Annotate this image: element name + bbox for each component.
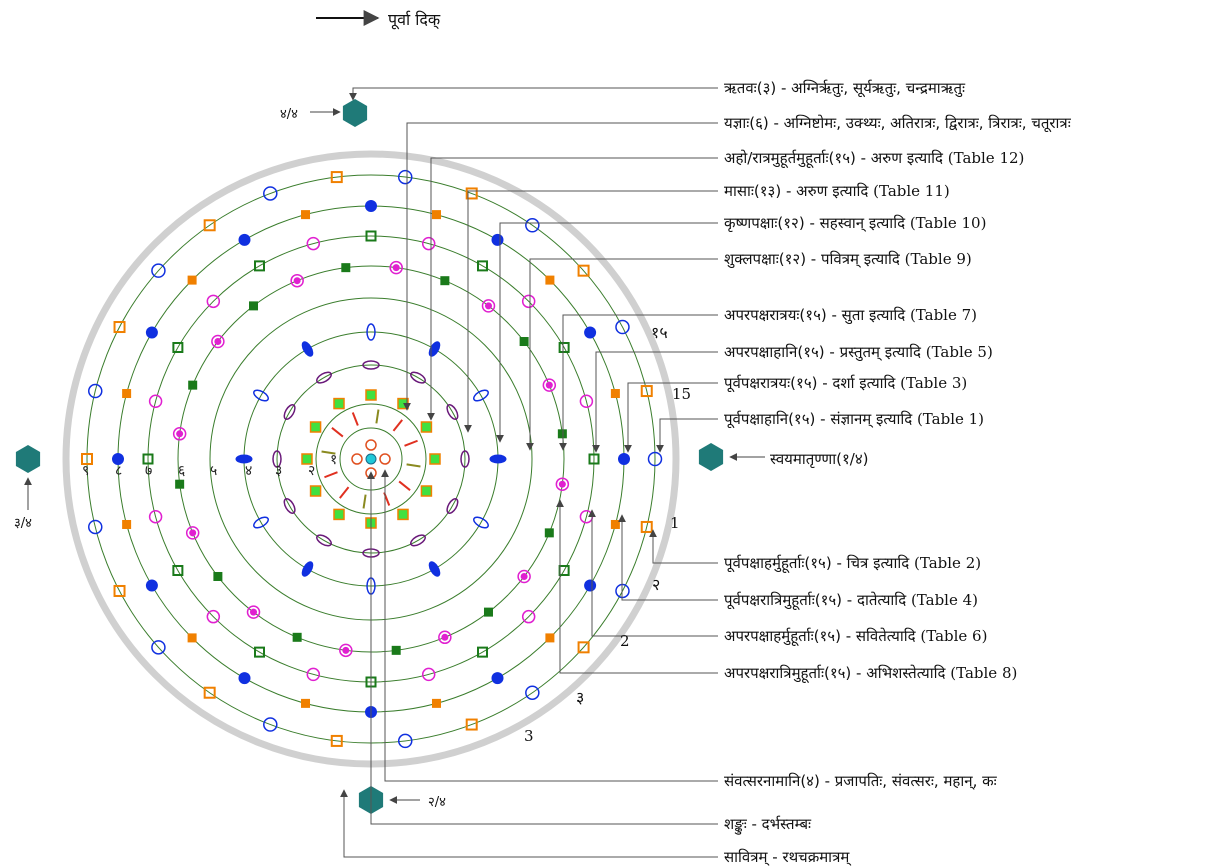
orange-brick-icon (188, 633, 197, 642)
season-tick (376, 410, 378, 424)
green-brick-icon (175, 480, 184, 489)
legend-item-table: (Table 4) (906, 591, 979, 609)
direction-label: पूर्वा दिक् (388, 10, 441, 29)
blue-dot-brick-icon (584, 327, 596, 339)
lime-brick-icon (421, 486, 431, 496)
legend-item (724, 114, 1072, 133)
green-brick-icon (213, 572, 222, 581)
green-brick-icon (440, 276, 449, 285)
legend-item-text: पूर्वपक्षरात्रिमुहूर्ताः(१५) - दातेत्यादि (724, 591, 907, 609)
green-brick-icon (249, 301, 258, 310)
orange-brick-icon (432, 210, 441, 219)
lime-brick-icon (366, 390, 376, 400)
quarter-label-left: ३/४ (14, 516, 32, 531)
blue-dot-brick-icon (146, 580, 158, 592)
season-tick (353, 412, 358, 425)
legend-item (724, 343, 993, 362)
green-brick-icon (188, 381, 197, 390)
legend-item (724, 149, 1024, 169)
quarter-label-bottom: २/४ (428, 795, 446, 810)
magenta-brick-dot-icon (559, 481, 566, 488)
index-label: 3 (524, 727, 534, 745)
quarter-label-right: स्वयमातृण्णा(१/४) (770, 450, 869, 468)
index-label: २ (652, 575, 661, 594)
hexagon-top-icon (343, 99, 367, 127)
legend-item (724, 214, 986, 233)
legend-item-table: (Table 3) (895, 374, 968, 392)
season-tick (405, 441, 418, 446)
legend-item-text: पूर्वपक्षाहर्मुहूर्ताः(१५) - चित्र इत्यादि (724, 554, 910, 572)
legend-item (724, 306, 977, 325)
blue-dot-brick-icon (239, 234, 251, 246)
blue-dot-brick-icon (492, 672, 504, 684)
lime-brick-icon (430, 454, 440, 464)
legend-item-table: (Table 2) (909, 554, 982, 572)
blue-dot-brick-icon (492, 234, 504, 246)
ring-number: ६ (178, 463, 186, 479)
quarter-markers (14, 99, 869, 814)
legend-item-text: अपरपक्षाहर्मुहूर्ताः(१५) - सवितेत्यादि (724, 627, 916, 645)
legend-item-table: (Table 7) (905, 306, 978, 324)
ring-number: ५ (210, 463, 218, 479)
blue-brick-icon (490, 455, 506, 463)
lime-brick-icon (334, 399, 344, 409)
lime-brick-icon (421, 422, 431, 432)
legend-item-text: ऋतवः(३) - अग्निरृतुः, सूर्यऋतुः, चन्द्रमाऋतुः (724, 79, 966, 97)
legend-item-text: संवत्सरनामानि(४) - प्रजापतिः, संवत्सरः, महान्, कः (724, 772, 997, 790)
magenta-brick-dot-icon (189, 529, 196, 536)
legend-item-text: पूर्वपक्षाहानि(१५) - संज्ञानम् इत्यादि (724, 410, 913, 428)
legend-list (724, 79, 1072, 866)
orange-brick-icon (545, 633, 554, 642)
legend-item-text: अपरपक्षरात्रिमुहूर्ताः(१५) - अभिशस्तेत्यादि (724, 664, 946, 682)
legend-item-text: अपरपक्षाहानि(१५) - प्रस्तुतम् इत्यादि (724, 343, 921, 361)
blue-dot-brick-icon (146, 327, 158, 339)
season-tick (407, 464, 421, 466)
season-tick (393, 420, 402, 431)
ring-number: ७ (145, 463, 153, 479)
magenta-brick-dot-icon (214, 338, 221, 345)
legend-item-text: सावित्रम् - रथचक्रमात्रम् (724, 848, 850, 866)
orange-brick-icon (188, 276, 197, 285)
legend-item (724, 772, 998, 790)
orange-brick-icon (122, 389, 131, 398)
magenta-brick-dot-icon (485, 302, 492, 309)
orange-brick-icon (545, 276, 554, 285)
index-label: 1 (670, 514, 680, 532)
magenta-brick-dot-icon (441, 634, 448, 641)
legend-item-table: (Table 10) (905, 214, 987, 232)
magenta-brick-dot-icon (342, 647, 349, 654)
leader-line (353, 88, 718, 100)
green-brick-icon (545, 528, 554, 537)
ring-number: ८ (115, 463, 123, 479)
leader-line (596, 352, 718, 452)
legend-item-table: (Table 12) (943, 149, 1025, 167)
magenta-brick-dot-icon (294, 277, 301, 284)
blue-dot-brick-icon (584, 580, 596, 592)
orange-brick-icon (301, 699, 310, 708)
lime-brick-icon (398, 509, 408, 519)
orange-brick-icon (611, 520, 620, 529)
legend-item (724, 815, 812, 836)
season-tick (340, 487, 349, 498)
orange-brick-icon (122, 520, 131, 529)
center-point-icon (366, 454, 376, 464)
legend-item (724, 848, 851, 866)
blue-brick-icon (300, 560, 315, 578)
hexagon-left-icon (16, 445, 40, 473)
magenta-brick-dot-icon (176, 430, 183, 437)
blue-brick-icon (427, 340, 442, 358)
ring-number: ९ (82, 463, 90, 479)
legend-item-table: (Table 9) (899, 250, 972, 268)
legend-item-text: पूर्वपक्षरात्रयः(१५) - दर्शा इत्यादि (724, 374, 896, 392)
legend-item-table: (Table 11) (868, 182, 950, 200)
season-tick (399, 481, 410, 490)
legend-item (724, 591, 978, 611)
direction-indicator (316, 10, 441, 30)
center-circle-top-icon (366, 440, 376, 450)
magenta-brick-dot-icon (521, 573, 528, 580)
hexagon-right-icon (699, 443, 723, 471)
index-label: 2 (620, 632, 630, 650)
orange-brick-icon (301, 210, 310, 219)
lime-brick-icon (334, 509, 344, 519)
legend-item-table: (Table 5) (920, 343, 993, 361)
green-brick-icon (392, 646, 401, 655)
center-circle-left-icon (352, 454, 362, 464)
magenta-brick-dot-icon (250, 609, 257, 616)
legend-item (724, 664, 1017, 684)
magenta-brick-dot-icon (546, 382, 553, 389)
green-brick-icon (293, 633, 302, 642)
legend-item-text: अपरपक्षरात्रयः(१५) - सुता इत्यादि (724, 306, 906, 324)
center-circle-right-icon (380, 454, 390, 464)
lime-brick-icon (311, 486, 321, 496)
blue-dot-brick-icon (365, 200, 377, 212)
legend-item (724, 79, 966, 98)
legend-item (724, 250, 972, 269)
season-tick (364, 495, 366, 509)
legend-item (724, 554, 981, 574)
ring-number: ३ (275, 463, 283, 479)
index-label: ३ (576, 688, 585, 707)
legend-item-text: कृष्णपक्षाः(१२) - सहस्वान् इत्यादि (724, 214, 906, 232)
ring-number: ४ (245, 463, 253, 479)
legend-item-text: शुक्लपक्षाः(१२) - पवित्रम् इत्यादि (724, 250, 900, 268)
index-label: १५ (651, 323, 668, 342)
ring-number: २ (308, 463, 316, 479)
legend-item (724, 374, 967, 393)
lime-brick-icon (311, 422, 321, 432)
leader-line (500, 223, 718, 442)
green-brick-icon (558, 429, 567, 438)
legend-item-table: (Table 6) (915, 627, 988, 645)
legend-item-table: (Table 8) (945, 664, 1018, 682)
leader-line (431, 158, 718, 420)
ring-number: १ (330, 452, 338, 468)
blue-brick-icon (236, 455, 252, 463)
legend-item-text: मासाः(१३) - अरुण इत्यादि (724, 182, 869, 200)
legend-item-text: शङ्कुः - दर्भस्तम्बः (724, 815, 812, 833)
blue-brick-icon (427, 560, 442, 578)
orange-brick-icon (432, 699, 441, 708)
magenta-brick-dot-icon (393, 264, 400, 271)
blue-dot-brick-icon (618, 453, 630, 465)
green-brick-icon (520, 337, 529, 346)
legend-item (724, 410, 984, 429)
legend-item-table: (Table 1) (912, 410, 985, 428)
legend-item-text: यज्ञाः(६) - अग्निष्टोमः, उक्थ्यः, अतिरात्रः, द्विरात्रः, त्रिरात्रः, चतूरात्रः (724, 114, 1071, 132)
season-tick (324, 472, 337, 477)
green-brick-icon (484, 608, 493, 617)
orange-brick-icon (611, 389, 620, 398)
quarter-label-top: ४/४ (280, 107, 298, 122)
season-tick (332, 428, 343, 437)
blue-brick-icon (300, 340, 315, 358)
legend-item-text: अहो/रात्रमुहूर्तमुहूर्ताः(१५) - अरुण इत्यादि (724, 149, 943, 167)
index-label: 15 (672, 385, 692, 403)
green-brick-icon (341, 263, 350, 272)
legend-item (724, 182, 950, 200)
legend-item (724, 627, 987, 647)
blue-dot-brick-icon (239, 672, 251, 684)
